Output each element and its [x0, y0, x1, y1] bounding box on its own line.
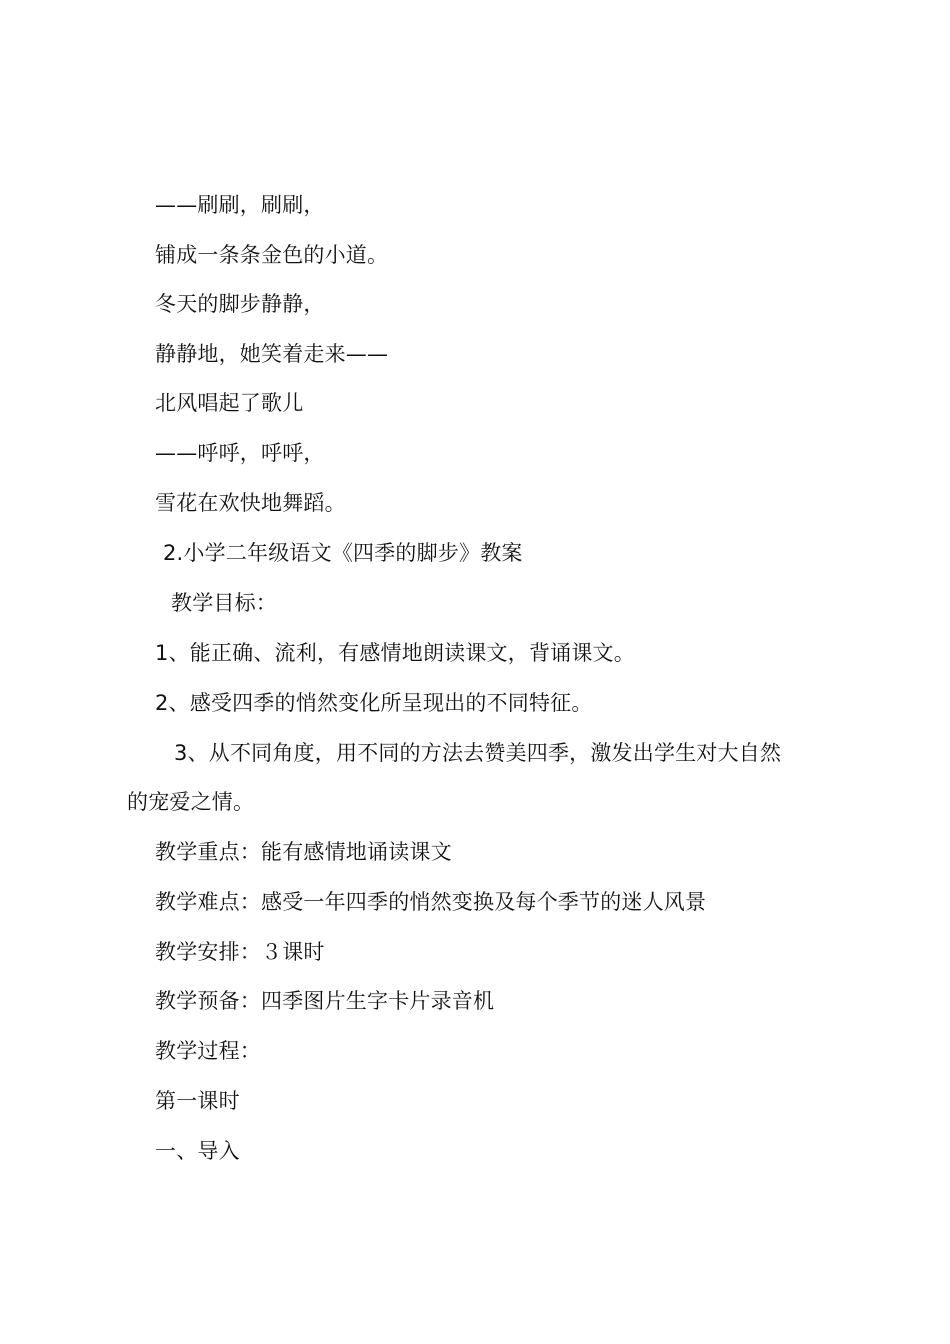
poem-line-6: ——呼呼，呼呼， [155, 441, 325, 465]
objective-item-2: 2、感受四季的悄然变化所呈现出的不同特征。 [155, 691, 593, 715]
poem-line-4: 静静地，她笑着走来—— [155, 342, 389, 366]
poem-line-1: ——刷刷，刷刷， [155, 193, 325, 217]
objectives-heading: 教学目标： [171, 591, 277, 615]
objective-item-3: 3、从不同角度，用不同的方法去赞美四季，激发出学生对大自然 [174, 741, 782, 765]
lesson-1-heading: 第一课时 [155, 1089, 240, 1113]
poem-line-5: 北风唱起了歌儿 [155, 391, 304, 415]
poem-line-7: 雪花在欢快地舞蹈。 [155, 491, 346, 515]
process-heading: 教学过程： [155, 1039, 261, 1063]
arrangement: 教学安排：３课时 [155, 940, 325, 964]
preparation: 教学预备：四季图片生字卡片录音机 [155, 989, 495, 1013]
poem-line-3: 冬天的脚步静静， [155, 292, 325, 316]
poem-line-2: 铺成一条条金色的小道。 [155, 243, 389, 267]
key-point: 教学重点：能有感情地诵读课文 [155, 840, 452, 864]
section-title: 2.小学二年级语文《四季的脚步》教案 [163, 541, 523, 565]
objective-item-3-continued: 的宠爱之情。 [127, 790, 255, 814]
step-1-heading: 一、导入 [155, 1139, 240, 1163]
difficulty: 教学难点：感受一年四季的悄然变换及每个季节的迷人风景 [155, 890, 707, 914]
objective-item-1: 1、能正确、流利，有感情地朗读课文，背诵课文。 [155, 641, 635, 665]
